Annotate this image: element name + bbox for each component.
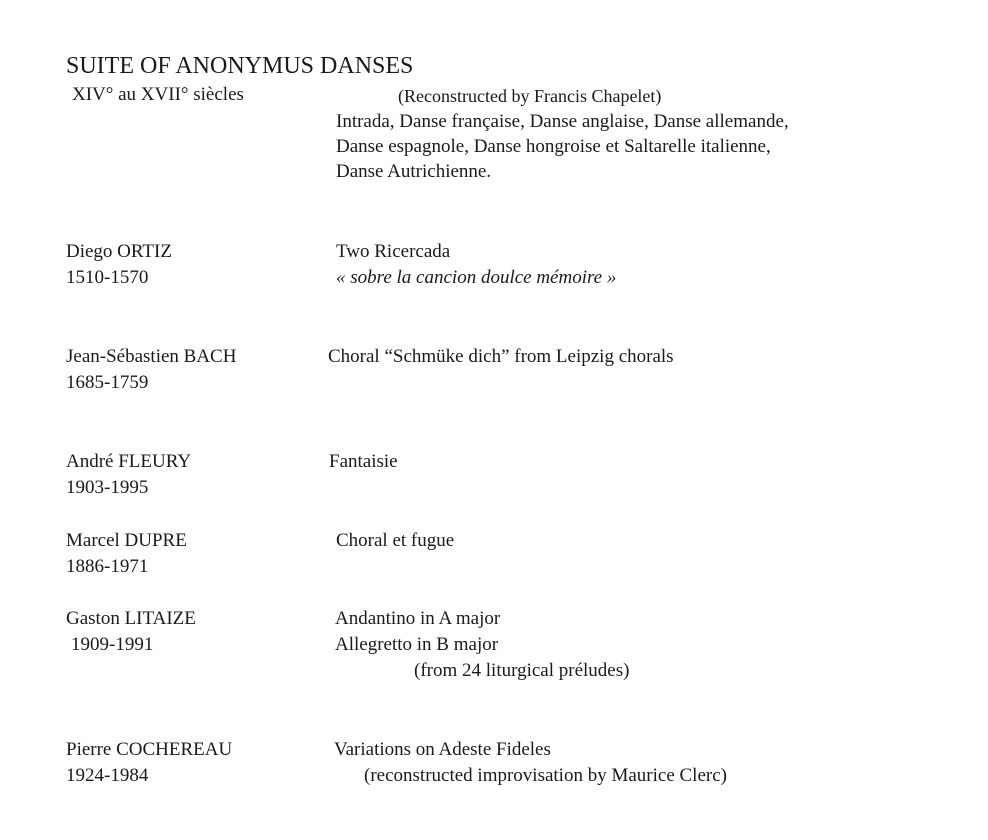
suite-dances-line-3: Danse Autrichienne. (336, 161, 492, 182)
work-title: Andantino in A major (335, 608, 501, 629)
work-source: (from 24 liturgical préludes) (414, 660, 630, 681)
suite-dances-line-1: Intrada, Danse française, Danse anglaise, Danse allemande, (336, 111, 789, 132)
composer-name: Gaston LITAIZE (66, 608, 196, 629)
suite-credit: (Reconstructed by Francis Chapelet) (398, 86, 662, 106)
work-title: Choral et fugue (336, 530, 455, 551)
composer-dates: 1510-1570 (66, 267, 149, 288)
work-title: Choral “Schmüke dich” from Leipzig chorals (328, 346, 674, 367)
work-title: Allegretto in B major (335, 634, 499, 655)
composer-dates: 1909-1991 (71, 634, 154, 655)
suite-dances-line-2: Danse espagnole, Danse hongroise et Saltarelle italienne, (336, 136, 771, 157)
suite-period: XIV° au XVII° siècles (72, 84, 244, 105)
composer-dates: 1886-1971 (66, 556, 149, 577)
composer-name: Jean-Sébastien BACH (66, 346, 237, 367)
composer-dates: 1903-1995 (66, 477, 149, 498)
composer-dates: 1685-1759 (66, 372, 149, 393)
composer-name: Pierre COCHEREAU (66, 739, 233, 760)
work-subtitle: « sobre la cancion doulce mémoire » (336, 267, 617, 288)
work-title: Two Ricercada (336, 241, 451, 262)
composer-name: André FLEURY (66, 451, 192, 472)
composer-name: Marcel DUPRE (66, 530, 187, 551)
composer-name: Diego ORTIZ (66, 241, 172, 262)
composer-dates: 1924-1984 (66, 765, 149, 786)
work-title: Fantaisie (329, 451, 398, 472)
work-note: (reconstructed improvisation by Maurice Clerc) (364, 765, 727, 786)
work-title: Variations on Adeste Fideles (334, 739, 551, 760)
suite-title: SUITE OF ANONYMUS DANSES (66, 53, 414, 79)
